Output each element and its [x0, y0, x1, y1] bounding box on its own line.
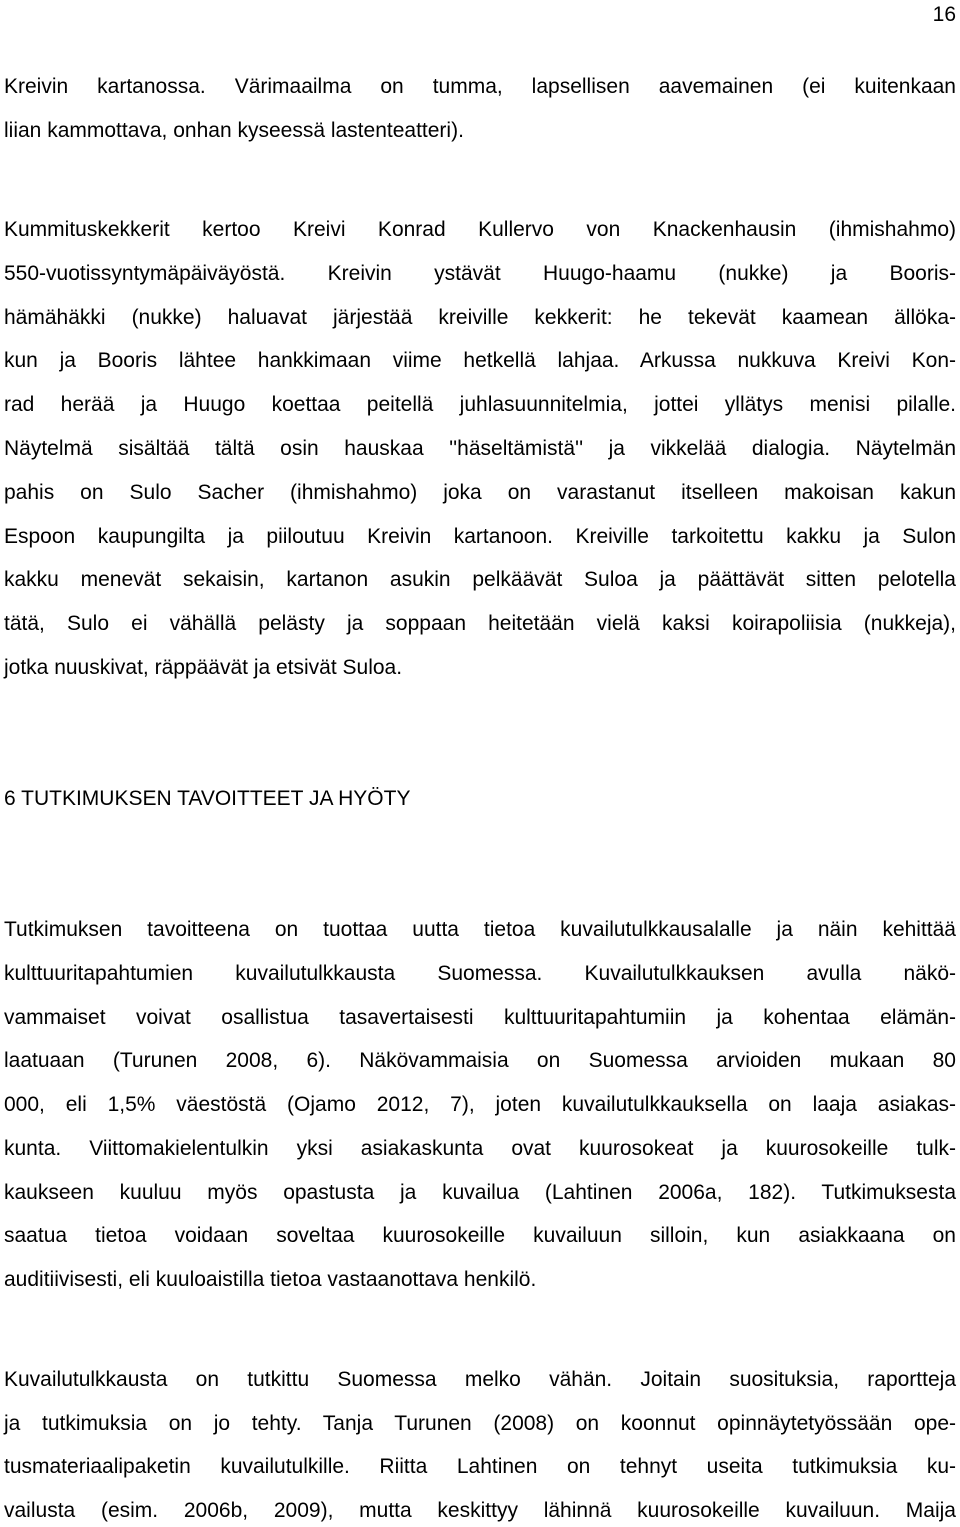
text-line: kulttuuritapahtumien kuvailutulkkausta Suomessa. Kuvailutulkkauksen avulla näkö-	[4, 962, 956, 985]
text-line: tusmateriaalipaketin kuvailutulkille. Riitta Lahtinen on tehnyt useita tutkimuksia ku-	[4, 1455, 956, 1478]
text-line: hämähäkki (nukke) haluavat järjestää kreiville kekkerit: he tekevät kaamean ällöka-	[4, 306, 956, 329]
text-line: pahis on Sulo Sacher (ihmishahmo) joka on varastanut itselleen makoisan kakun	[4, 481, 956, 504]
text-line: saatua tietoa voidaan soveltaa kuurosokeille kuvailuun silloin, kun asiakkaana on	[4, 1224, 956, 1247]
text-line: kakku menevät sekaisin, kartanon asukin pelkäävät Suloa ja päättävät sitten pelotella	[4, 568, 956, 591]
text-line: Espoon kaupungilta ja piiloutuu Kreivin kartanoon. Kreiville tarkoitettu kakku ja Sulon	[4, 525, 956, 548]
text-line: rad herää ja Huugo koettaa peitellä juhlasuunnitelmia, jottei yllätys menisi pilalle.	[4, 393, 956, 416]
text-line: Kummituskekkerit kertoo Kreivi Konrad Kullervo von Knackenhausin (ihmishahmo)	[4, 218, 956, 241]
text-line: Kuvailutulkkausta on tutkittu Suomessa melko vähän. Joitain suosituksia, raportteja	[4, 1368, 956, 1391]
text-line: Näytelmä sisältää tältä osin hauskaa ''häseltämistä'' ja vikkelää dialogia. Näytelmän	[4, 437, 956, 460]
text-line: laatuaan (Turunen 2008, 6). Näkövammaisia on Suomessa arvioiden mukaan 80	[4, 1049, 956, 1072]
text-line: kunta. Viittomakielentulkin yksi asiakaskunta ovat kuurosokeat ja kuurosokeille tulk-	[4, 1137, 956, 1160]
text-line: jotka nuuskivat, räppäävät ja etsivät Suloa.	[4, 656, 403, 679]
text-line: tätä, Sulo ei vähällä pelästy ja soppaan heitetään vielä kaksi koirapoliisia (nukkeja),	[4, 612, 956, 635]
text-line: liian kammottava, onhan kyseessä lastenteatteri).	[4, 119, 464, 142]
text-line: kaukseen kuuluu myös opastusta ja kuvailua (Lahtinen 2006a, 182). Tutkimuksesta	[4, 1181, 956, 1204]
text-line: vailusta (esim. 2006b, 2009), mutta keskittyy lähinnä kuurosokeille kuvailuun. Maija	[4, 1499, 956, 1522]
text-line: Tutkimuksen tavoitteena on tuottaa uutta tietoa kuvailutulkkausalalle ja näin kehittää	[4, 918, 956, 941]
text-line: vammaiset voivat osallistua tasavertaisesti kulttuuritapahtumiin ja kohentaa elämän-	[4, 1006, 956, 1029]
text-line: Kreivin kartanossa. Värimaailma on tumma, lapsellisen aavemainen (ei kuitenkaan	[4, 75, 956, 98]
section-heading: 6 TUTKIMUKSEN TAVOITTEET JA HYÖTY	[4, 787, 411, 810]
text-line: 550-vuotissyntymäpäiväyöstä. Kreivin ystävät Huugo-haamu (nukke) ja Booris-	[4, 262, 956, 285]
page-number: 16	[932, 3, 956, 26]
text-line: kun ja Booris lähtee hankkimaan viime hetkellä lahjaa. Arkussa nukkuva Kreivi Kon-	[4, 349, 956, 372]
text-line: ja tutkimuksia on jo tehty. Tanja Turunen (2008) on koonnut opinnäytetyössään ope-	[4, 1412, 956, 1435]
text-line: auditiivisesti, eli kuuloaistilla tietoa vastaanottava henkilö.	[4, 1268, 537, 1291]
text-line: 000, eli 1,5% väestöstä (Ojamo 2012, 7), joten kuvailutulkkauksella on laaja asiakas-	[4, 1093, 956, 1116]
